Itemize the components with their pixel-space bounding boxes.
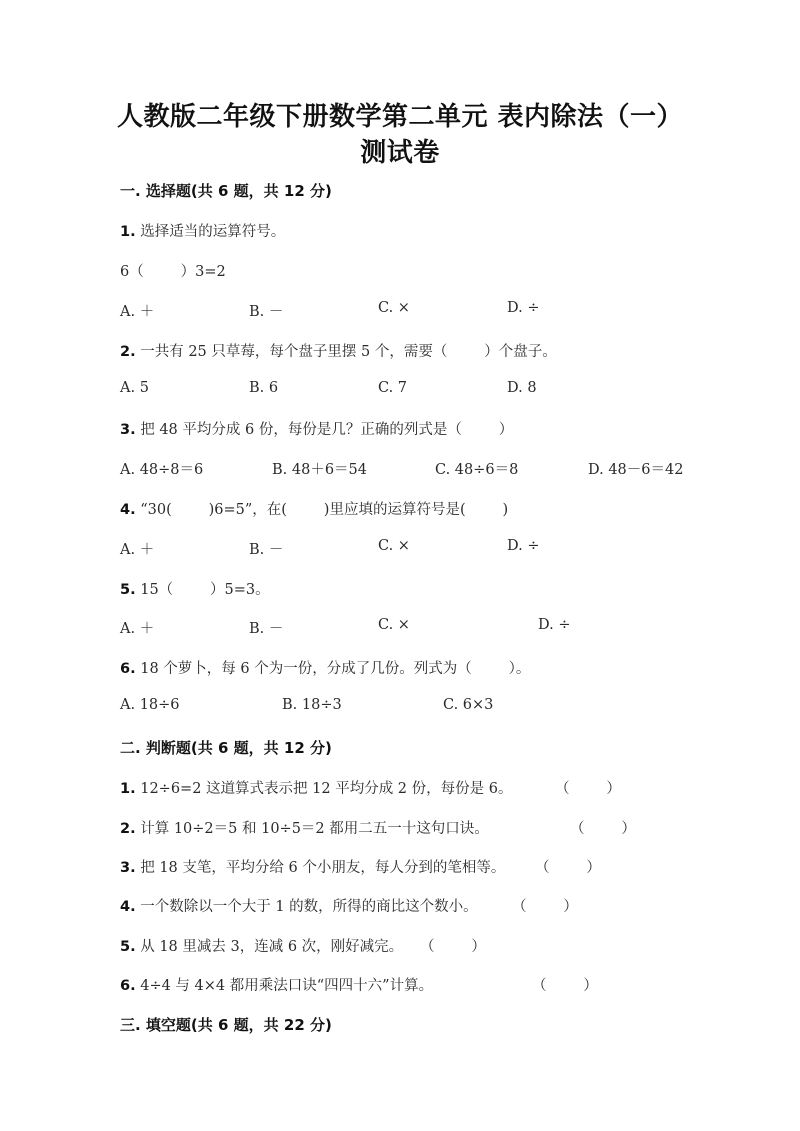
option-b[interactable]: B. －: [249, 542, 284, 558]
option-d[interactable]: D. ÷: [507, 300, 540, 316]
question-1-1: [120, 220, 285, 241]
question-number: 5.: [120, 582, 136, 598]
question-number: 5.: [120, 939, 136, 955]
question-number: 4.: [120, 899, 136, 915]
question-2-4: [120, 895, 478, 916]
question-text: 一共有 25 只草莓，每个盘子里摆 5 个，需要（ ）个盘子。: [135, 344, 557, 360]
question-number: 1.: [120, 781, 136, 797]
question-2-2: [120, 817, 489, 838]
option-a[interactable]: A. ＋: [120, 542, 155, 558]
section-heading-judgement: 二. 判断题(共 6 题，共 12 分): [120, 739, 332, 757]
question-text: “30( )6=5”，在( )里应填的运算符号是( ): [135, 502, 509, 518]
answer-blank[interactable]: （ ）: [570, 821, 636, 837]
answer-blank[interactable]: （ ）: [555, 781, 621, 797]
document-title-line2: 测试卷: [360, 138, 440, 168]
option-c[interactable]: C. ×: [378, 300, 410, 316]
answer-blank[interactable]: （ ）: [535, 860, 601, 876]
option-d[interactable]: D. 8: [507, 380, 537, 396]
option-b[interactable]: B. －: [249, 621, 284, 637]
option-d[interactable]: D. ÷: [507, 538, 540, 554]
question-text: 选择适当的运算符号。: [135, 224, 286, 240]
section-heading-choice: 一. 选择题(共 6 题，共 12 分): [120, 182, 332, 200]
question-text: 18 个萝卜，每 6 个为一份，分成了几份。列式为（ ）。: [135, 661, 531, 677]
question-number: 6.: [120, 978, 136, 994]
option-c[interactable]: C. 6×3: [443, 697, 494, 713]
question-number: 3.: [120, 860, 136, 876]
question-number: 4.: [120, 502, 136, 518]
option-b[interactable]: B. 18÷3: [282, 697, 342, 713]
question-text: 一个数除以一个大于 1 的数，所得的商比这个数小。: [135, 899, 478, 915]
question-2-3: [120, 856, 505, 877]
section-heading-fill-blank: 三. 填空题(共 6 题，共 22 分): [120, 1016, 332, 1034]
question-number: 2.: [120, 821, 136, 837]
option-a[interactable]: A. 5: [120, 380, 149, 396]
question-1-6: [120, 657, 530, 678]
question-text: 4÷4 与 4×4 都用乘法口诀“四四十六”计算。: [135, 978, 434, 994]
question-2-1: [120, 777, 512, 798]
question-1-4: [120, 498, 508, 519]
question-text: 15（ ）5=3。: [135, 582, 270, 598]
option-a[interactable]: A. 48÷8＝6: [120, 462, 204, 478]
question-number: 2.: [120, 344, 136, 360]
option-a[interactable]: A. ＋: [120, 621, 155, 637]
question-text: 12÷6=2 这道算式表示把 12 平均分成 2 份，每份是 6。: [135, 781, 513, 797]
question-number: 3.: [120, 422, 136, 438]
option-b[interactable]: B. 6: [249, 380, 279, 396]
option-d[interactable]: D. ÷: [538, 617, 571, 633]
answer-blank[interactable]: （ ）: [532, 978, 598, 994]
question-2-5: [120, 935, 403, 956]
question-1-2: [120, 340, 557, 361]
answer-blank[interactable]: （ ）: [420, 939, 486, 955]
option-c[interactable]: C. 48÷6＝8: [435, 462, 519, 478]
option-a[interactable]: A. ＋: [120, 304, 155, 320]
question-1-1-expression: 6（ ）3=2: [120, 264, 226, 280]
question-2-6: [120, 974, 433, 995]
question-number: 1.: [120, 224, 136, 240]
option-c[interactable]: C. ×: [378, 617, 410, 633]
question-1-3: [120, 418, 513, 439]
question-text: 从 18 里减去 3，连减 6 次，刚好减完。: [135, 939, 404, 955]
answer-blank[interactable]: （ ）: [512, 899, 578, 915]
question-number: 6.: [120, 661, 136, 677]
option-c[interactable]: C. ×: [378, 538, 410, 554]
option-c[interactable]: C. 7: [378, 380, 408, 396]
option-a[interactable]: A. 18÷6: [120, 697, 180, 713]
question-text: 把 48 平均分成 6 份，每份是几？正确的列式是（ ）: [135, 422, 514, 438]
option-d[interactable]: D. 48－6＝42: [588, 462, 684, 478]
question-text: 计算 10÷2＝5 和 10÷5＝2 都用二五一十这句口诀。: [135, 821, 489, 837]
option-b[interactable]: B. 48＋6＝54: [272, 462, 368, 478]
question-1-5: [120, 578, 270, 599]
option-b[interactable]: B. －: [249, 304, 284, 320]
document-title-line1: 人教版二年级下册数学第二单元 表内除法（一）: [116, 102, 684, 132]
question-text: 把 18 支笔，平均分给 6 个小朋友，每人分到的笔相等。: [135, 860, 506, 876]
